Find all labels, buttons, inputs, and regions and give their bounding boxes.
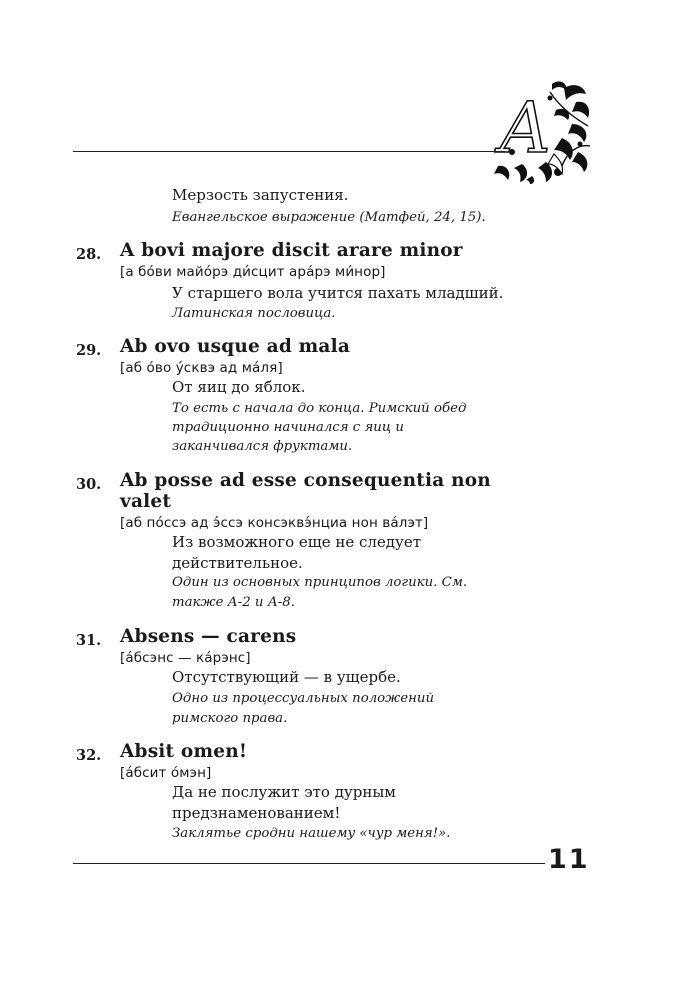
page-number: 11: [548, 844, 590, 875]
entry-pronunciation: [а́бсэнс — ка́рэнс]: [120, 650, 251, 666]
entry-note: Один из основных принципов логики. См.: [172, 575, 468, 590]
entry-number: 32.: [76, 747, 102, 764]
entry-title: Absens — carens: [120, 626, 297, 647]
entry-note: Заклятье сродни нашему «чур меня!».: [172, 826, 451, 841]
entry-number: 31.: [76, 632, 102, 649]
floral-letter-a-icon: [492, 80, 592, 184]
entry-translation: От яиц до яблок.: [172, 378, 306, 396]
entry-title-continued: valet: [120, 491, 172, 512]
entry-note: также А-2 и А-8.: [172, 595, 295, 610]
entry-title: Ab posse ad esse consequentia non: [120, 470, 491, 491]
entry-number: 29.: [76, 342, 102, 359]
entry-title: A bovi majore discit arare minor: [120, 240, 463, 261]
intro-note: Евангельское выражение (Матфей, 24, 15).: [172, 210, 486, 225]
header-rule: [73, 151, 505, 152]
entry-pronunciation: [а бо́ви майо́рэ ди́сцит ара́рэ ми́нор]: [120, 264, 386, 280]
entry-number: 30.: [76, 476, 102, 493]
entry-note: Латинская пословица.: [172, 306, 336, 321]
entry-note: заканчивался фруктами.: [172, 439, 353, 454]
entry-note: традиционно начинался с яиц и: [172, 420, 404, 435]
entry-translation: Да не послужит это дурным: [172, 783, 396, 801]
intro-translation: Мерзость запустения.: [172, 186, 349, 204]
entry-translation: У старшего вола учится пахать младший.: [172, 284, 504, 302]
entry-translation: Отсутствующий — в ущербе.: [172, 668, 401, 686]
entry-title: Ab ovo usque ad mala: [120, 336, 351, 357]
entry-pronunciation: [аб по́ссэ ад э́ссэ консэквэ́нциа нон ва́лэт]: [120, 515, 429, 531]
entry-pronunciation: [аб о́во у́сквэ ад ма́ля]: [120, 360, 283, 376]
entry-title: Absit omen!: [120, 741, 248, 762]
entry-translation: предзнаменованием!: [172, 804, 341, 822]
entry-note: римского права.: [172, 711, 288, 726]
entry-translation: Из возможного еще не следует: [172, 533, 422, 551]
initial-letter: A: [500, 87, 551, 169]
entry-note: То есть с начала до конца. Римский обед: [172, 401, 467, 416]
entry-note: Одно из процессуальных положений: [172, 691, 435, 706]
footer-rule: [73, 863, 545, 864]
entry-pronunciation: [а́бсит о́мэн]: [120, 765, 212, 781]
entry-translation: действительное.: [172, 554, 303, 572]
entry-number: 28.: [76, 246, 102, 263]
